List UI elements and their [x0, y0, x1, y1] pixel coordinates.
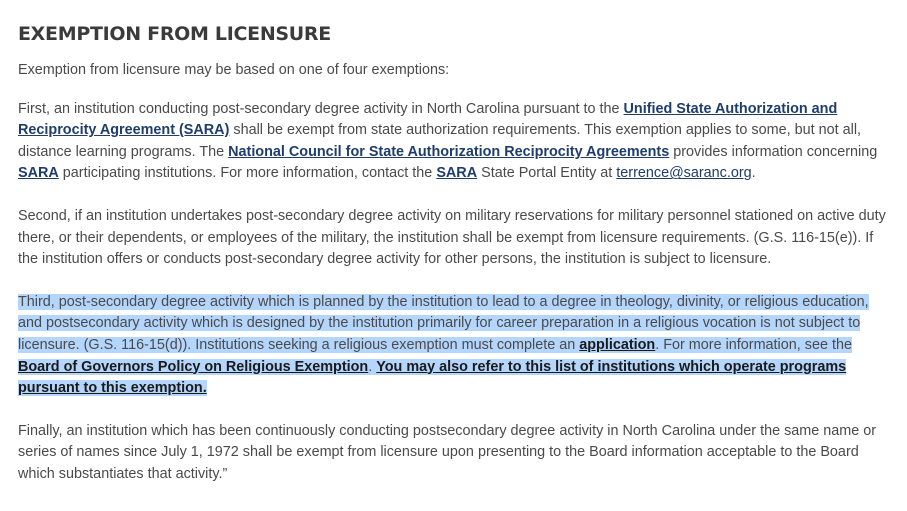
p3-text-3: .: [368, 358, 377, 375]
p1-text-2: shall be exempt from state authorization requirements. This exemption applies to some, but not all, distance learning programs. The: [18, 122, 862, 160]
application-link[interactable]: application: [579, 336, 656, 353]
bog-religious-policy-link[interactable]: Board of Governors Policy on Religious Exemption: [18, 358, 369, 375]
sara-link-1[interactable]: SARA: [18, 165, 59, 182]
paragraph-second-exemption: Second, if an institution undertakes post-secondary degree activity on military reservations for military personnel stationed on active duty there, or their dependents, or employees of the military, the institution shall be exempt from licensure requirements. (G.S. 116-15(e)). If the institution offers or conducts post-secondary degree activity for other persons, the institution is subject to licensure.: [18, 207, 886, 268]
selected-text-highlight: [18, 294, 869, 396]
p1-text-5: State Portal Entity at: [477, 165, 617, 182]
p1-text-3: provides information concerning: [669, 143, 878, 160]
p3-text-2: . For more information, see the: [655, 336, 852, 353]
email-link[interactable]: terrence@saranc.org: [616, 165, 752, 182]
paragraph-first-exemption: [18, 99, 890, 185]
p1-text-1: First, an institution conducting post-secondary degree activity in North Carolina pursuant to the: [18, 100, 624, 117]
section-heading: EXEMPTION FROM LICENSURE: [18, 23, 331, 45]
nc-sara-link[interactable]: National Council for State Authorization Reciprocity Agreements: [228, 143, 670, 160]
article-section: [18, 0, 890, 486]
intro-paragraph: Exemption from licensure may be based on one of four exemptions:: [18, 62, 450, 78]
p1-text-4: participating institutions. For more information, contact the: [58, 165, 437, 182]
p3-text-1: Third, post-secondary degree activity which is planned by the institution to lead to a degree in theology, divinity, or religious education, and postsecondary activity which is designed by the institution primarily for career preparation in a religious vocation is not subject to licensure. (G.S. 116-15(d)). Institutions seeking a religious exemption must complete an: [18, 293, 869, 353]
p1-text-6: .: [751, 165, 756, 182]
institutions-list-link[interactable]: You may also refer to this list of institutions which operate programs pursuant to this exemption.: [18, 358, 847, 397]
paragraph-third-exemption: [18, 292, 890, 400]
sara-agreement-link[interactable]: Unified State Authorization and Reciprocity Agreement (SARA): [18, 100, 838, 139]
sara-link-2[interactable]: SARA: [436, 165, 478, 182]
paragraph-fourth-exemption: Finally, an institution which has been continuously conducting postsecondary degree activity in North Carolina under the same name or series of names since July 1, 1972 shall be exempt from licensure upon presenting to the Board information acceptable to the Board which substantiates that activity.”: [18, 422, 877, 482]
